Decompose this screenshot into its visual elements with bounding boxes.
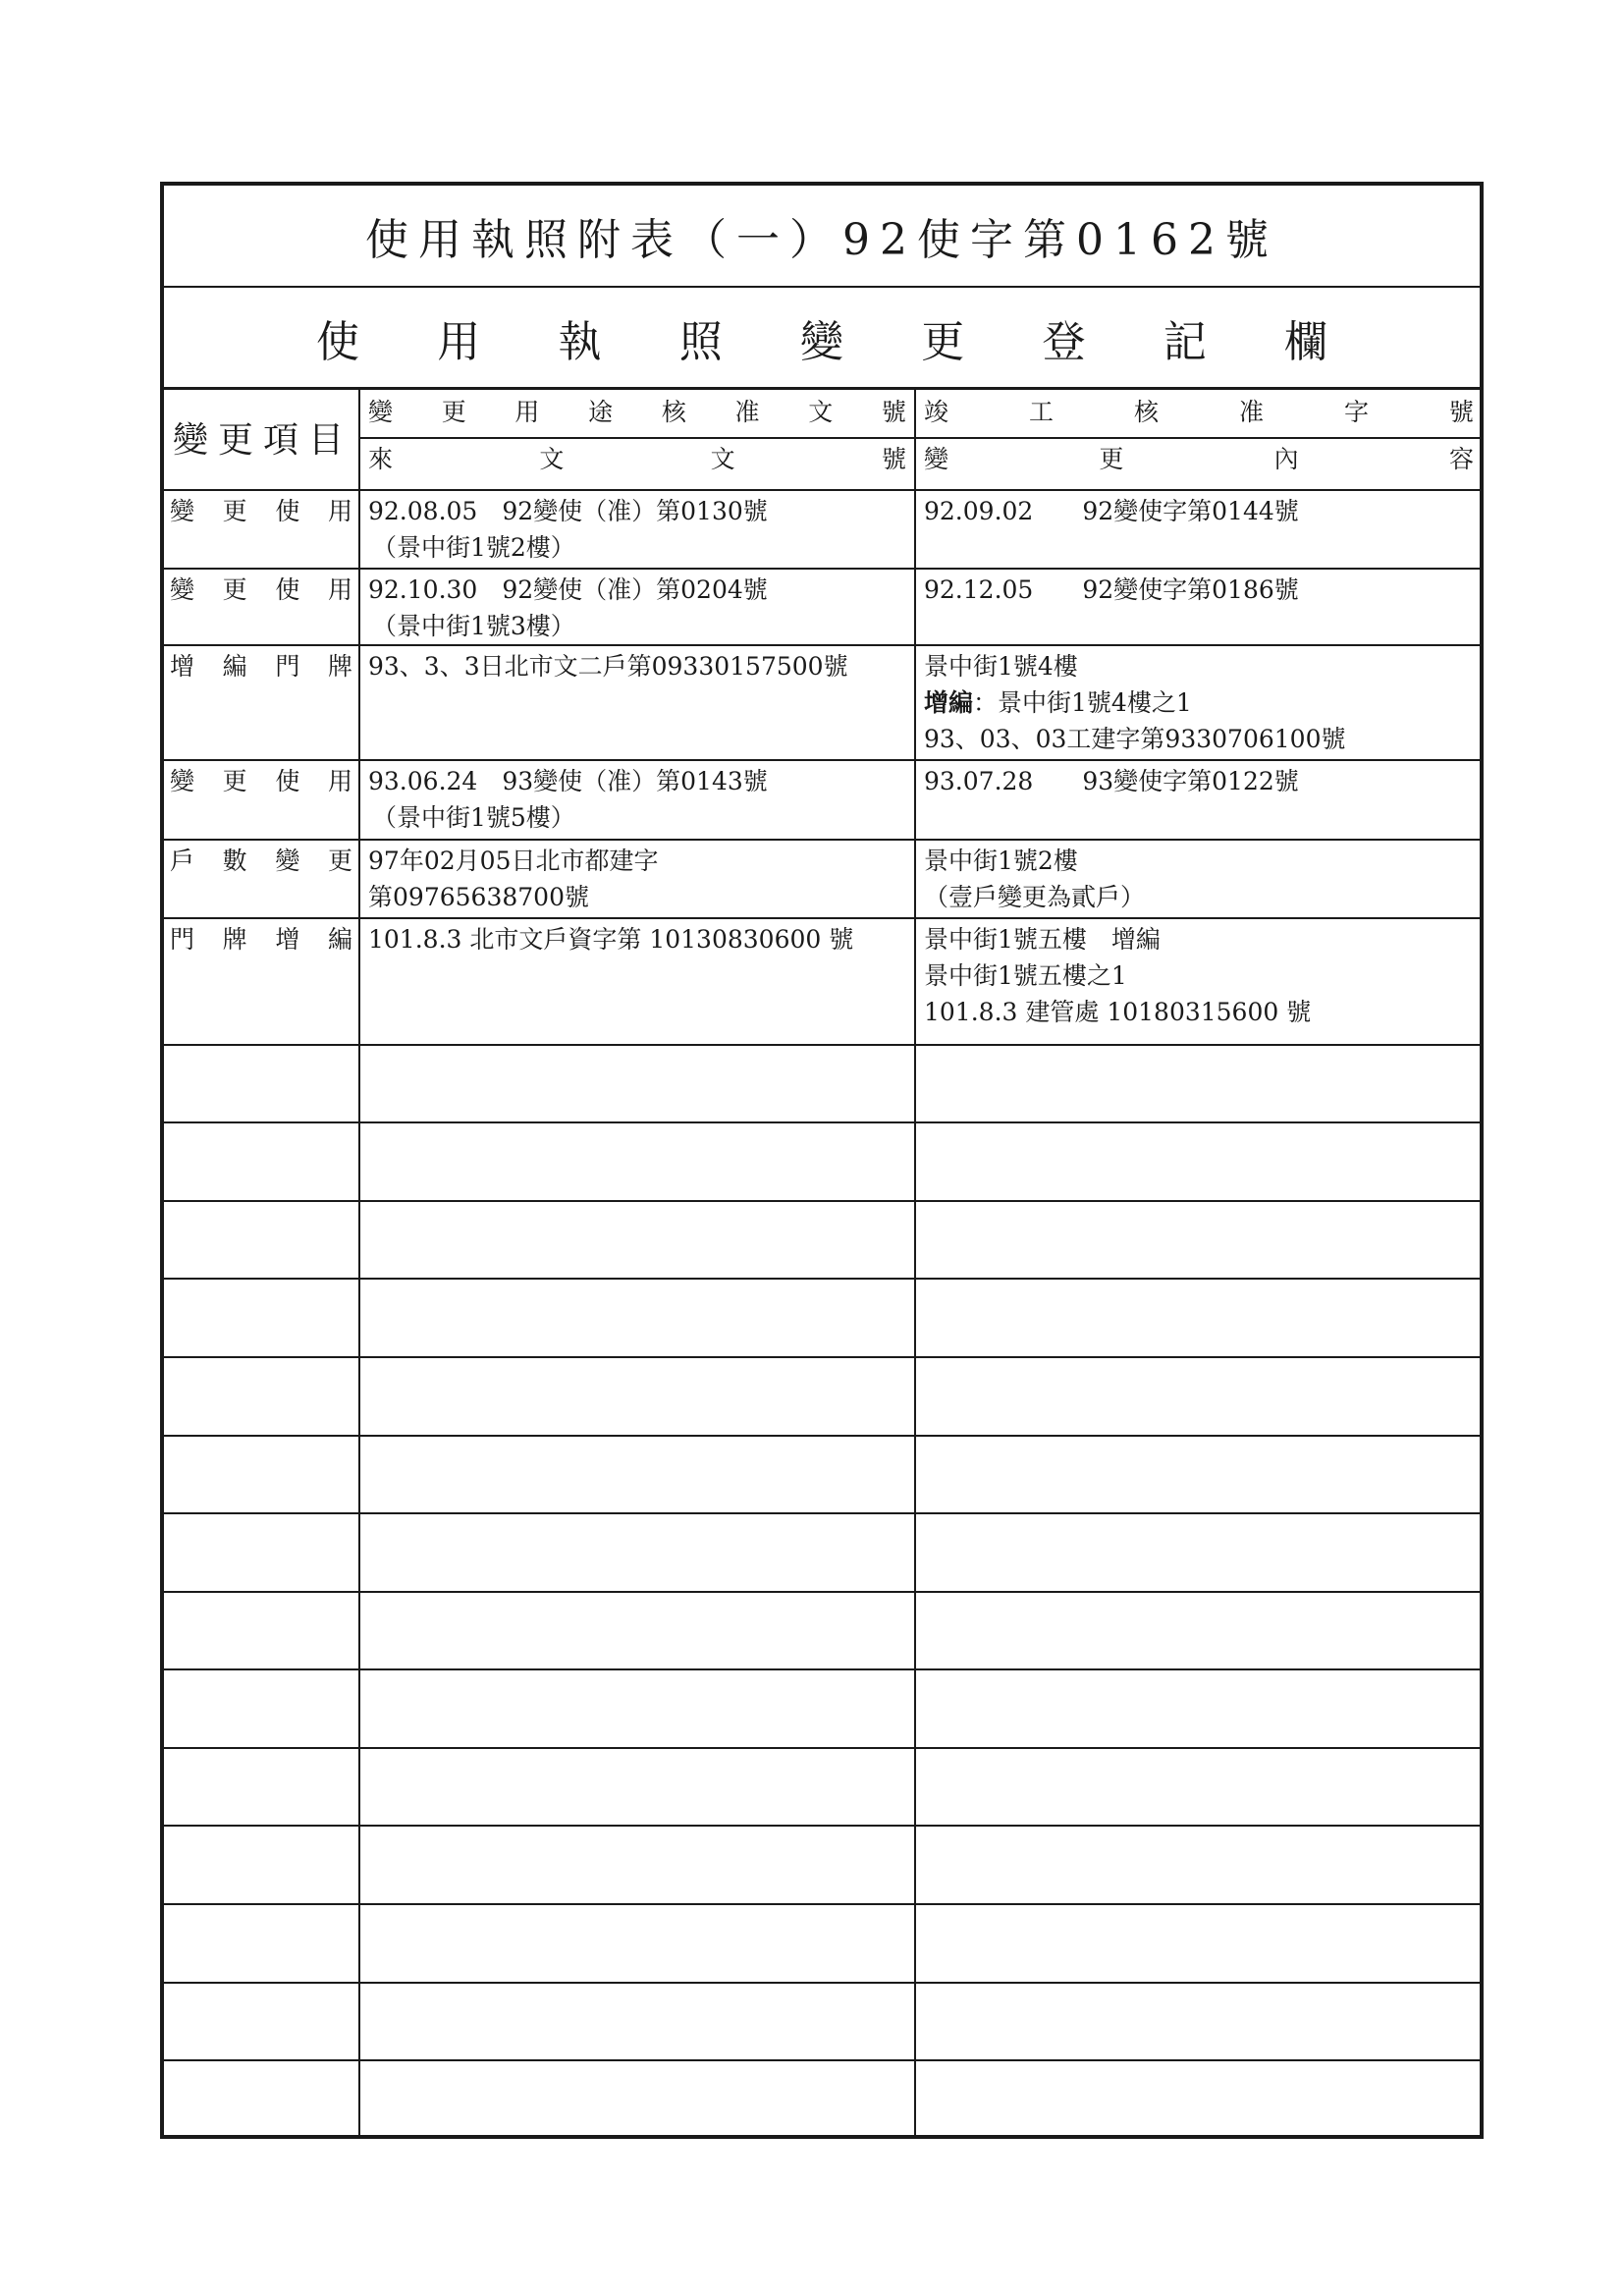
section-title-char: 更 xyxy=(921,316,965,367)
header-char: 變 xyxy=(368,398,394,426)
row-divider xyxy=(164,917,1480,919)
approval-line: 101.8.3 北市文戶資字第 10130830600 號 xyxy=(368,925,854,954)
row-divider xyxy=(164,1747,1480,1749)
header-char: 號 xyxy=(881,398,906,426)
header-incoming-no xyxy=(368,441,906,480)
approval-char: 9 xyxy=(368,847,384,875)
item-char: 使 xyxy=(275,575,300,604)
item-char: 更 xyxy=(222,497,247,525)
approval-char: 0 xyxy=(533,883,550,911)
row-divider xyxy=(164,1044,1480,1046)
row-divider xyxy=(164,489,1480,491)
header-change-item xyxy=(164,390,358,490)
section-title-char: 照 xyxy=(678,316,723,367)
row-divider xyxy=(164,2059,1480,2061)
completion-line: 101.8.3 建管處 10180315600 號 xyxy=(924,998,1312,1026)
section-title-text xyxy=(316,306,1327,369)
item-char: 變 xyxy=(170,497,195,525)
row-divider xyxy=(164,1200,1480,1202)
approval-char: 都 xyxy=(584,847,610,875)
item-char: 編 xyxy=(327,925,352,954)
row-divider xyxy=(164,1982,1480,1984)
approval-line xyxy=(368,843,908,879)
header-char: 內 xyxy=(1273,445,1299,473)
section-title-char: 變 xyxy=(800,316,843,367)
row-divider xyxy=(164,1356,1480,1358)
row-divider xyxy=(164,1825,1480,1827)
approval-char: 第 xyxy=(368,883,394,911)
row-change-item xyxy=(170,648,352,687)
column-divider xyxy=(358,390,360,2139)
approval-char: 5 xyxy=(495,847,512,875)
header-char: 途 xyxy=(588,398,614,426)
row-approval-no xyxy=(368,921,908,1042)
approval-char: 號 xyxy=(564,883,589,911)
header-char: 變 xyxy=(924,445,949,473)
header-char: 更 xyxy=(1099,445,1124,473)
item-char: 增 xyxy=(275,925,300,954)
row-divider xyxy=(164,1278,1480,1280)
completion-line: 景中街1號2樓 xyxy=(924,847,1078,875)
section-title xyxy=(164,288,1480,390)
header-char: 項 xyxy=(262,419,304,461)
row-divider xyxy=(164,644,1480,646)
row-divider xyxy=(164,1121,1480,1123)
item-char: 用 xyxy=(327,575,352,604)
row-completion-content xyxy=(924,763,1474,837)
section-title-char: 執 xyxy=(558,316,602,367)
item-char: 用 xyxy=(327,767,352,795)
section-title-char: 記 xyxy=(1163,316,1207,367)
approval-char: 0 xyxy=(393,883,408,911)
row-change-item xyxy=(170,493,352,532)
header-char: 字 xyxy=(1343,398,1369,426)
header-char: 更 xyxy=(217,419,259,461)
header-completion-no xyxy=(924,394,1474,433)
approval-char: 8 xyxy=(502,883,518,911)
item-char: 編 xyxy=(222,652,247,681)
completion-line: 93、03、03工建字第9330706100號 xyxy=(924,725,1346,753)
column-divider xyxy=(914,390,916,2139)
approval-char: 7 xyxy=(517,883,534,911)
header-char: 目 xyxy=(307,419,350,461)
section-title-char: 欄 xyxy=(1284,316,1327,367)
row-divider xyxy=(164,1668,1480,1670)
approval-char: 市 xyxy=(560,847,585,875)
row-divider xyxy=(164,759,1480,761)
approval-line: 93、3、3日北市文二戶第09330157500號 xyxy=(368,652,848,681)
approval-line: 92.08.05 92變使（准）第0130號 xyxy=(368,497,768,525)
header-divider xyxy=(358,437,1480,439)
row-divider xyxy=(164,839,1480,841)
approval-char: 7 xyxy=(383,847,400,875)
item-char: 增 xyxy=(170,652,195,681)
approval-line xyxy=(368,879,908,915)
header-char: 文 xyxy=(808,398,834,426)
document-title: 使用執照附表（一）92使字第0162號 xyxy=(164,186,1480,288)
approval-char: 0 xyxy=(423,847,440,875)
approval-char: 月 xyxy=(455,847,480,875)
row-approval-no xyxy=(368,843,908,915)
bold-label: 增編 xyxy=(924,688,974,717)
item-char: 使 xyxy=(275,767,300,795)
completion-line: 92.09.02 92變使字第0144號 xyxy=(924,497,1299,525)
approval-line: （景中街1號2樓） xyxy=(372,533,575,562)
approval-line: （景中街1號5樓） xyxy=(372,803,575,832)
row-approval-no xyxy=(368,648,908,757)
approval-char: 5 xyxy=(455,883,471,911)
header-approval-no xyxy=(368,394,906,433)
row-completion-content xyxy=(924,921,1474,1042)
item-char: 門 xyxy=(170,925,195,954)
header-char: 核 xyxy=(1133,398,1159,426)
header-char: 號 xyxy=(1448,398,1474,426)
row-completion-content xyxy=(924,843,1474,915)
section-title-char: 登 xyxy=(1042,316,1086,367)
approval-line: 93.06.24 93變使（准）第0143號 xyxy=(368,767,768,795)
item-char: 變 xyxy=(170,575,195,604)
header-char: 竣 xyxy=(924,398,949,426)
approval-char: 6 xyxy=(470,883,487,911)
item-char: 用 xyxy=(327,497,352,525)
header-char: 變 xyxy=(173,419,215,461)
item-char: 使 xyxy=(275,497,300,525)
header-char: 來 xyxy=(368,445,394,473)
register-sheet xyxy=(160,182,1484,2139)
row-completion-content xyxy=(924,493,1474,566)
header-char: 用 xyxy=(514,398,540,426)
item-char: 牌 xyxy=(222,925,247,954)
header-char: 工 xyxy=(1028,398,1054,426)
section-title-char: 用 xyxy=(437,316,481,367)
completion-line: 93.07.28 93變使字第0122號 xyxy=(924,767,1299,795)
completion-line: 景中街1號4樓 xyxy=(924,652,1078,681)
row-approval-no xyxy=(368,493,908,566)
header-char: 准 xyxy=(1238,398,1264,426)
item-char: 更 xyxy=(222,575,247,604)
header-char: 號 xyxy=(881,445,906,473)
approval-char: 北 xyxy=(535,847,561,875)
approval-char: 7 xyxy=(423,883,440,911)
approval-line: 92.10.30 92變使（准）第0204號 xyxy=(368,575,768,604)
header-change-content xyxy=(924,441,1474,480)
row-change-item xyxy=(170,921,352,960)
row-divider xyxy=(164,568,1480,570)
change-table xyxy=(164,390,1480,2139)
row-completion-content xyxy=(924,648,1474,757)
approval-char: 9 xyxy=(407,883,424,911)
row-change-item xyxy=(170,572,352,611)
completion-line: 景中街1號五樓 增編 xyxy=(924,925,1161,954)
approval-char: 0 xyxy=(549,883,565,911)
row-divider xyxy=(164,1903,1480,1905)
row-change-item xyxy=(170,763,352,802)
header-char: 更 xyxy=(441,398,466,426)
approval-char: 3 xyxy=(486,883,503,911)
header-char: 容 xyxy=(1448,445,1474,473)
approval-char: 6 xyxy=(439,883,456,911)
row-approval-no xyxy=(368,763,908,837)
approval-char: 年 xyxy=(399,847,424,875)
header-char: 文 xyxy=(539,445,565,473)
header-char: 核 xyxy=(661,398,686,426)
row-completion-content xyxy=(924,572,1474,642)
row-divider xyxy=(164,1435,1480,1437)
item-char: 牌 xyxy=(327,652,352,681)
completion-line: 景中街1號五樓之1 xyxy=(924,961,1127,990)
row-approval-no xyxy=(368,572,908,642)
item-char: 變 xyxy=(170,767,195,795)
completion-line: 92.12.05 92變使字第0186號 xyxy=(924,575,1299,604)
item-char: 更 xyxy=(327,847,352,875)
header-char: 准 xyxy=(734,398,760,426)
row-divider xyxy=(164,1591,1480,1593)
completion-line: （壹戶變更為貳戶） xyxy=(924,883,1146,911)
row-change-item xyxy=(170,843,352,882)
approval-char: 2 xyxy=(439,847,456,875)
item-char: 數 xyxy=(222,847,247,875)
approval-char: 建 xyxy=(609,847,634,875)
completion-line: 增編：景中街1號4樓之1 xyxy=(924,688,1192,717)
approval-char: 0 xyxy=(479,847,496,875)
approval-char: 日 xyxy=(511,847,536,875)
section-title-char: 使 xyxy=(316,316,359,367)
header-char: 文 xyxy=(710,445,735,473)
approval-line: （景中街1號3樓） xyxy=(372,612,575,640)
row-divider xyxy=(164,1512,1480,1514)
item-char: 戶 xyxy=(170,847,195,875)
item-char: 更 xyxy=(222,767,247,795)
approval-char: 字 xyxy=(633,847,659,875)
item-char: 變 xyxy=(275,847,300,875)
item-char: 門 xyxy=(275,652,300,681)
